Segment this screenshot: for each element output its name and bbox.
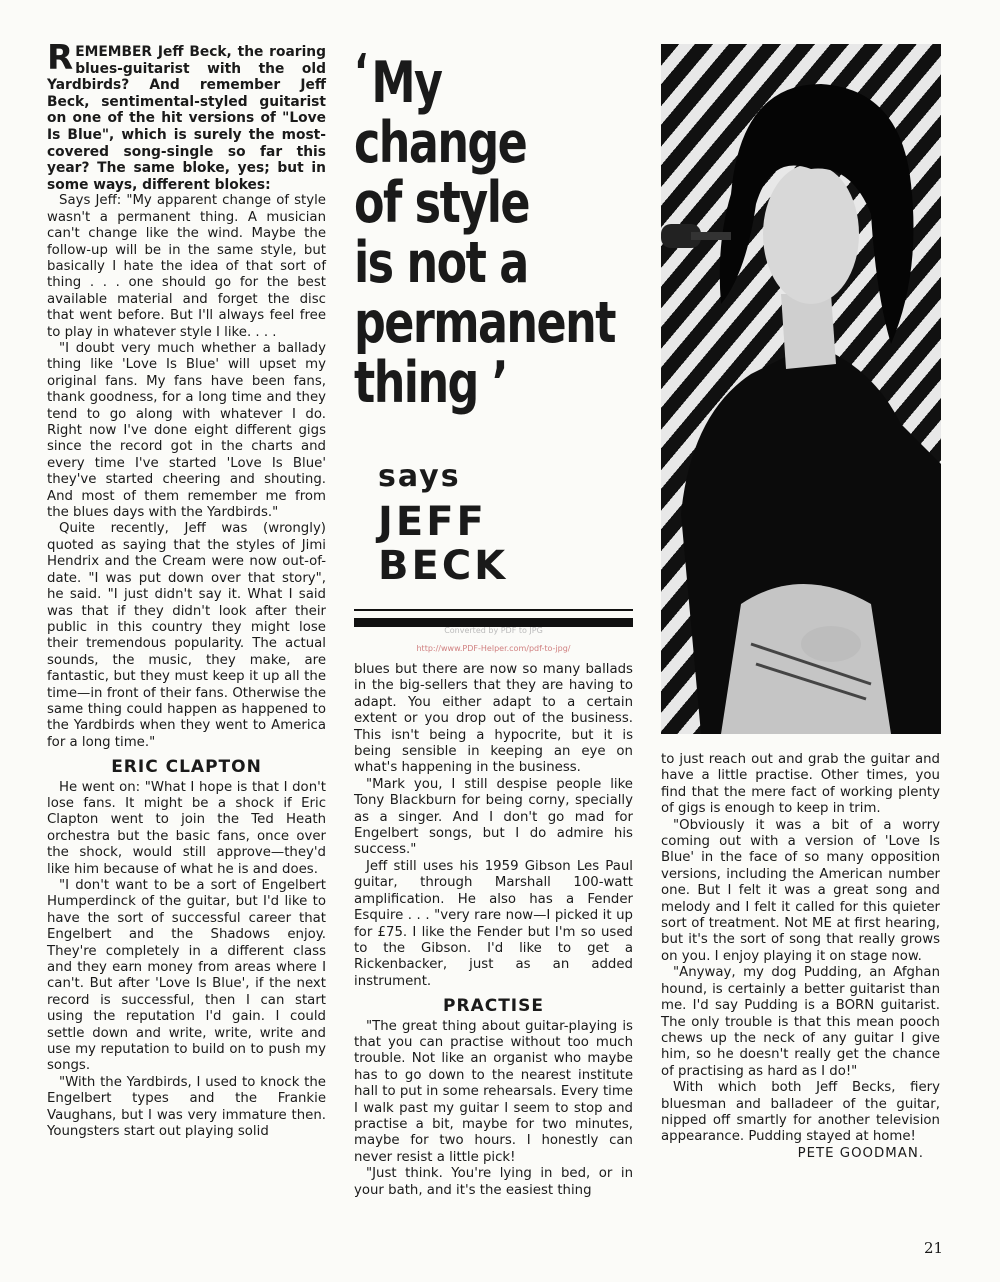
paragraph: He went on: "What I hope is that I don't lose fans. It might be a shock if Eric Clapton went to join the Ted Heath orchestra but the basic fans, once over the shock, would still approve—they'd like him because of what he is and does. <box>47 779 326 877</box>
byline: PETE GOODMAN. <box>797 1145 924 1161</box>
article-column-2 <box>354 662 633 1199</box>
paragraph: "Obviously it was a bit of a worry coming out with a version of 'Love Is Blue' in the face of so many opposition versions, including the American number one. But I felt it was a great song and melody and I felt it called for this quieter sort of treatment. Not ME at first hearing, but it's the sort of song that really grows on you. I enjoy playing it on stage now. <box>661 817 940 964</box>
paragraph: "I doubt very much whether a ballady thing like 'Love Is Blue' will upset my original fans. My fans have been fans, thank goodness, for a long time and they tend to go along with whatever I do. Right now I've done eight different gigs since the record got in the charts and every time I've started 'Love Is Blue' they've started cheering and shouting. And most of them remember me from the blues days with the Yardbirds." <box>47 341 326 521</box>
subheading-practise: PRACTISE <box>443 996 544 1017</box>
paragraph: Jeff still uses his 1959 Gibson Les Paul guitar, through Marshall 100-watt amplification. He also has a Fender Esquire . . . "very rare now—I picked it up for £75. I like the Fender but I'm so used to the Gibson. I'd like to get a Rickenbacker, just as an added instrument. <box>354 858 633 989</box>
headline-line: is not a <box>354 230 528 296</box>
paragraph: blues but there are now so many ballads in the big-sellers that they are having to adapt. You either adapt to a certain extent or you drop out of the business. This isn't being a hypocrite, but it is being sensible in keeping an eye on what's happening in the business. <box>354 662 633 776</box>
article-column-3 <box>661 752 940 1162</box>
subheading-eric-clapton: ERIC CLAPTON <box>111 757 262 778</box>
subject-last-name: BECK <box>378 543 509 589</box>
paragraph: "Anyway, my dog Pudding, an Afghan hound, is certainly a better guitarist than me. I'd say Pudding is a BORN guitarist. The only trouble is that this mean pooch chews up the neck of any guitar I give him, so he doesn't really get the chance of practising as hard as I do!" <box>661 965 940 1079</box>
paragraph: Quite recently, Jeff was (wrongly) quoted as saying that the styles of Jimi Hendrix and the Cream were now out-of-date. "I was put down over that story", he said. "I just didn't say it. What I said was that if they didn't look after their public in this country they might lose their tremendous popularity. The actual sounds, the music, they make, are fantastic, but they must keep it up all the time—in front of their fans. Otherwise the same thing could happen as happened to the Yardbirds when they went to America for a long time." <box>47 521 326 750</box>
paragraph: "The great thing about guitar-playing is that you can practise without too much trouble. Not like an organist who maybe has to go down to the nearest institute hall to put in some rehearsals. Every time I walk past my guitar I seem to stop and practise a bit, maybe for two minutes, maybe for two hours. I honestly can never resist a little pick! <box>354 1018 633 1165</box>
headline-line: permanent <box>354 290 615 356</box>
article-column-1 <box>47 38 326 1141</box>
lead-paragraph <box>47 38 326 193</box>
headline <box>354 42 615 416</box>
lead-text: EMEMBER Jeff Beck, the roaring blues-guitarist with the old Yardbirds? And remember Jeff Beck, sentimental-styled guitarist on one of the hit versions of "Love Is Blue", which is surely the most-covered song-single so far this year? The same bloke, yes; but in some ways, different blokes: <box>47 44 326 193</box>
paragraph: "I don't want to be a sort of Engelbert Humperdinck of the guitar, but I'd like to have the sort of successful career that Engelbert and the Shadows enjoy. They're completely in a different class and they earn money from areas where I can't. But after 'Love Is Blue', if the next record is successful, then I can start using the reputation I'd gain. I could settle down and write, write, write and use my reputation to build on to push my songs. <box>47 878 326 1074</box>
drop-cap: R <box>47 38 74 78</box>
headline-line: of style <box>354 170 529 236</box>
subject-name <box>378 500 508 588</box>
open-quote: ‘ <box>354 44 367 100</box>
headline-line: change <box>354 110 527 176</box>
page-number: 21 <box>924 1239 944 1257</box>
watermark-text: Converted by PDF to JPG <box>444 626 543 635</box>
watermark-url: http://www.PDF-Helper.com/pdf-to-jpg/ <box>416 644 571 653</box>
paragraph: "Mark you, I still despise people like Tony Blackburn for being corny, specially as a singer. And I don't go mad for Engelbert songs, but I do admire his success." <box>354 776 633 858</box>
close-quote: ’ <box>491 350 508 416</box>
photo-illustration <box>661 44 941 734</box>
photo-jeff-beck <box>661 44 941 734</box>
headline-line: thing ’ <box>354 350 508 416</box>
headline-line: ‘My <box>354 44 442 116</box>
paragraph: Says Jeff: "My apparent change of style wasn't a permanent thing. A musician can't change like the wind. Maybe the follow-up will be in the same style, but basically I hate the idea of that sort of thing . . . one should go for the best available material and forget the disc that went before. But I'll always feel free to play in whatever style I like. . . . <box>47 193 326 340</box>
says-label: says <box>378 459 461 494</box>
subject-first-name: JEFF <box>378 499 487 545</box>
paragraph: "Just think. You're lying in bed, or in your bath, and it's the easiest thing <box>354 1166 633 1198</box>
divider-rule <box>354 609 633 611</box>
paragraph: With which both Jeff Becks, fiery bluesman and balladeer of the guitar, nipped off smartly for another television appearance. Pudding stayed at home! <box>661 1080 940 1145</box>
paragraph: "With the Yardbirds, I used to knock the Engelbert types and the Frankie Vaughans, but I was very immature then. Youngsters start out playing solid <box>47 1074 326 1140</box>
paragraph: to just reach out and grab the guitar and have a little practise. Other times, you find that the mere fact of working plenty of gigs is enough to keep in trim. <box>661 752 940 817</box>
